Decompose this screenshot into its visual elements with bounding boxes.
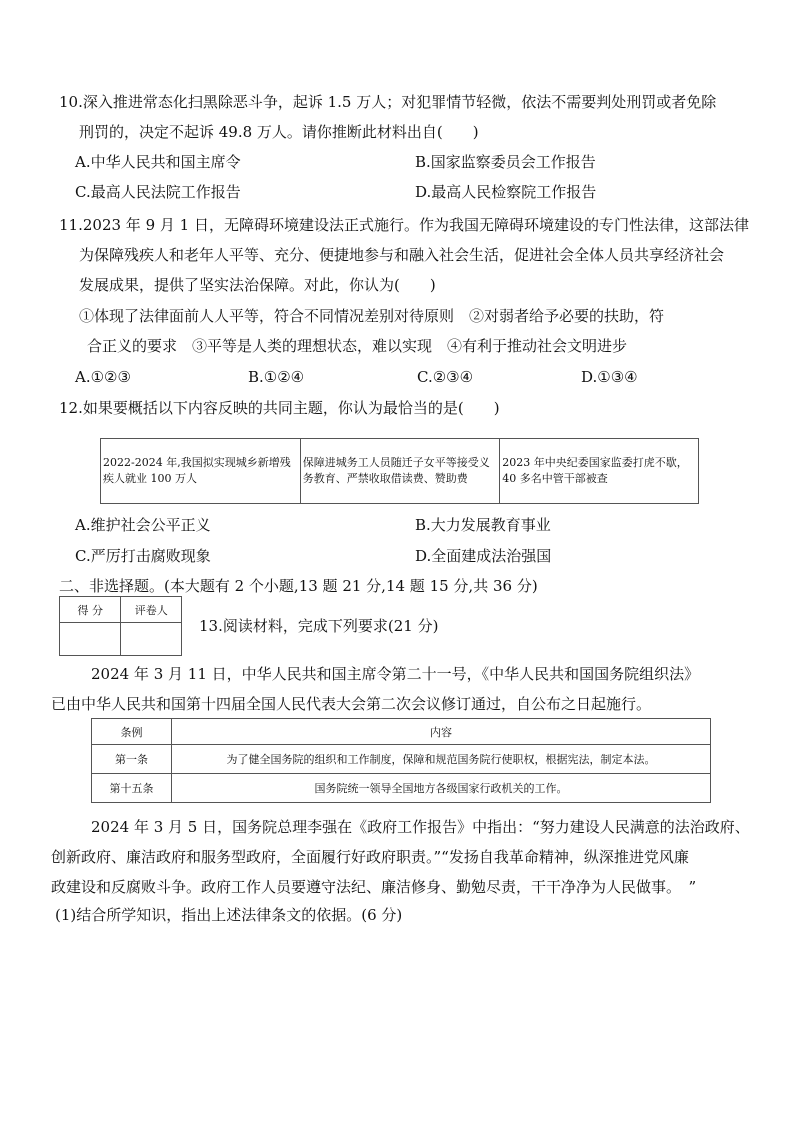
q13-para-2-line-3: 政建设和反腐败斗争。政府工作人员要遵守法纪、廉洁修身、勤勉尽责，干干净净为人民做事。 ” [51, 878, 697, 896]
q11-option-d[interactable]: D.①③④ [581, 368, 638, 386]
q12-option-d[interactable]: D.全面建成法治强国 [415, 547, 552, 565]
q10-option-b[interactable]: B.国家监察委员会工作报告 [415, 153, 596, 171]
q11-line-3: 发展成果，提供了坚实法治保障。对此，你认为( ) [79, 276, 436, 294]
q13-subquestion-1: (1)结合所学知识，指出上述法律条文的依据。(6 分) [55, 906, 403, 924]
q11-option-b[interactable]: B.①②④ [248, 368, 305, 386]
law-article-1-name: 第一条 [92, 745, 172, 774]
q12-material-cell-2: 保障进城务工人员随迁子女平等接受义务教育、严禁收取借读费、赞助费 [300, 439, 499, 504]
law-article-1-content: 为了健全国务院的组织和工作制度，保障和规范国务院行使职权，根据宪法，制定本法。 [172, 745, 711, 774]
grader-input-cell[interactable] [121, 623, 182, 656]
q12-option-b[interactable]: B.大力发展教育事业 [415, 516, 551, 534]
q11-statement-line-1: ①体现了法律面前人人平等，符合不同情况差别对待原则 ②对弱者给予必要的扶助，符 [79, 307, 665, 325]
score-header-score: 得 分 [60, 597, 121, 623]
q13-para-1-line-1: 2024 年 3 月 11 日，中华人民共和国主席令第二十一号，《中华人民共和国国务院组织法》 [91, 665, 700, 683]
q13-para-2-line-1: 2024 年 3 月 5 日，国务院总理李强在《政府工作报告》中指出：“努力建设人民满意的法治政府、 [91, 818, 750, 836]
q10-line-1: 10.深入推进常态化扫黑除恶斗争，起诉 1.5 万人；对犯罪情节轻微，依法不需要判处刑罚或者免除 [59, 93, 717, 111]
law-article-15-content: 国务院统一领导全国地方各级国家行政机关的工作。 [172, 774, 711, 803]
q11-option-c[interactable]: C.②③④ [417, 368, 474, 386]
q10-option-d[interactable]: D.最高人民检察院工作报告 [415, 183, 597, 201]
q11-statement-line-2: 合正义的要求 ③平等是人类的理想状态，难以实现 ④有利于推动社会文明进步 [87, 337, 628, 355]
q12-material-table [100, 438, 699, 504]
q12-line-1: 12.如果要概括以下内容反映的共同主题，你认为最恰当的是( ) [59, 399, 500, 417]
score-header-grader: 评卷人 [121, 597, 182, 623]
q11-line-2: 为保障残疾人和老年人平等、充分、便捷地参与和融入社会生活，促进社会全体人员共享经济社会 [79, 246, 725, 264]
q10-line-2: 刑罚的，决定不起诉 49.8 万人。请你推断此材料出自( ) [79, 123, 479, 141]
section-2-title: 二、非选择题。(本大题有 2 个小题,13 题 21 分,14 题 15 分,共 36 分) [59, 577, 538, 595]
score-box [59, 596, 182, 656]
q13-para-2-line-2: 创新政府、廉洁政府和服务型政府，全面履行好政府职责。”“发扬自我革命精神，纵深推进党风廉 [51, 848, 689, 866]
q13-title: 13.阅读材料，完成下列要求(21 分) [199, 617, 439, 635]
score-input-cell[interactable] [60, 623, 121, 656]
q13-para-1-line-2: 已由中华人民共和国第十四届全国人民代表大会第二次会议修订通过，自公布之日起施行。 [51, 695, 652, 713]
q12-material-cell-3: 2023 年中央纪委国家监委打虎不歇，40 多名中管干部被查 [500, 439, 699, 504]
law-articles-table [91, 718, 711, 803]
q10-option-a[interactable]: A.中华人民共和国主席令 [75, 153, 241, 171]
q12-material-cell-1: 2022-2024 年,我国拟实现城乡新增残疾人就业 100 万人 [101, 439, 301, 504]
q12-option-a[interactable]: A.维护社会公平正义 [75, 516, 211, 534]
q11-line-1: 11.2023 年 9 月 1 日，无障碍环境建设法正式施行。作为我国无障碍环境建设的专门性法律，这部法律 [59, 216, 749, 234]
law-article-15-name: 第十五条 [92, 774, 172, 803]
law-table-header-article: 条例 [92, 719, 172, 745]
q12-option-c[interactable]: C.严厉打击腐败现象 [75, 547, 211, 565]
q10-option-c[interactable]: C.最高人民法院工作报告 [75, 183, 241, 201]
q11-option-a[interactable]: A.①②③ [75, 368, 131, 386]
law-table-header-content: 内容 [172, 719, 711, 745]
